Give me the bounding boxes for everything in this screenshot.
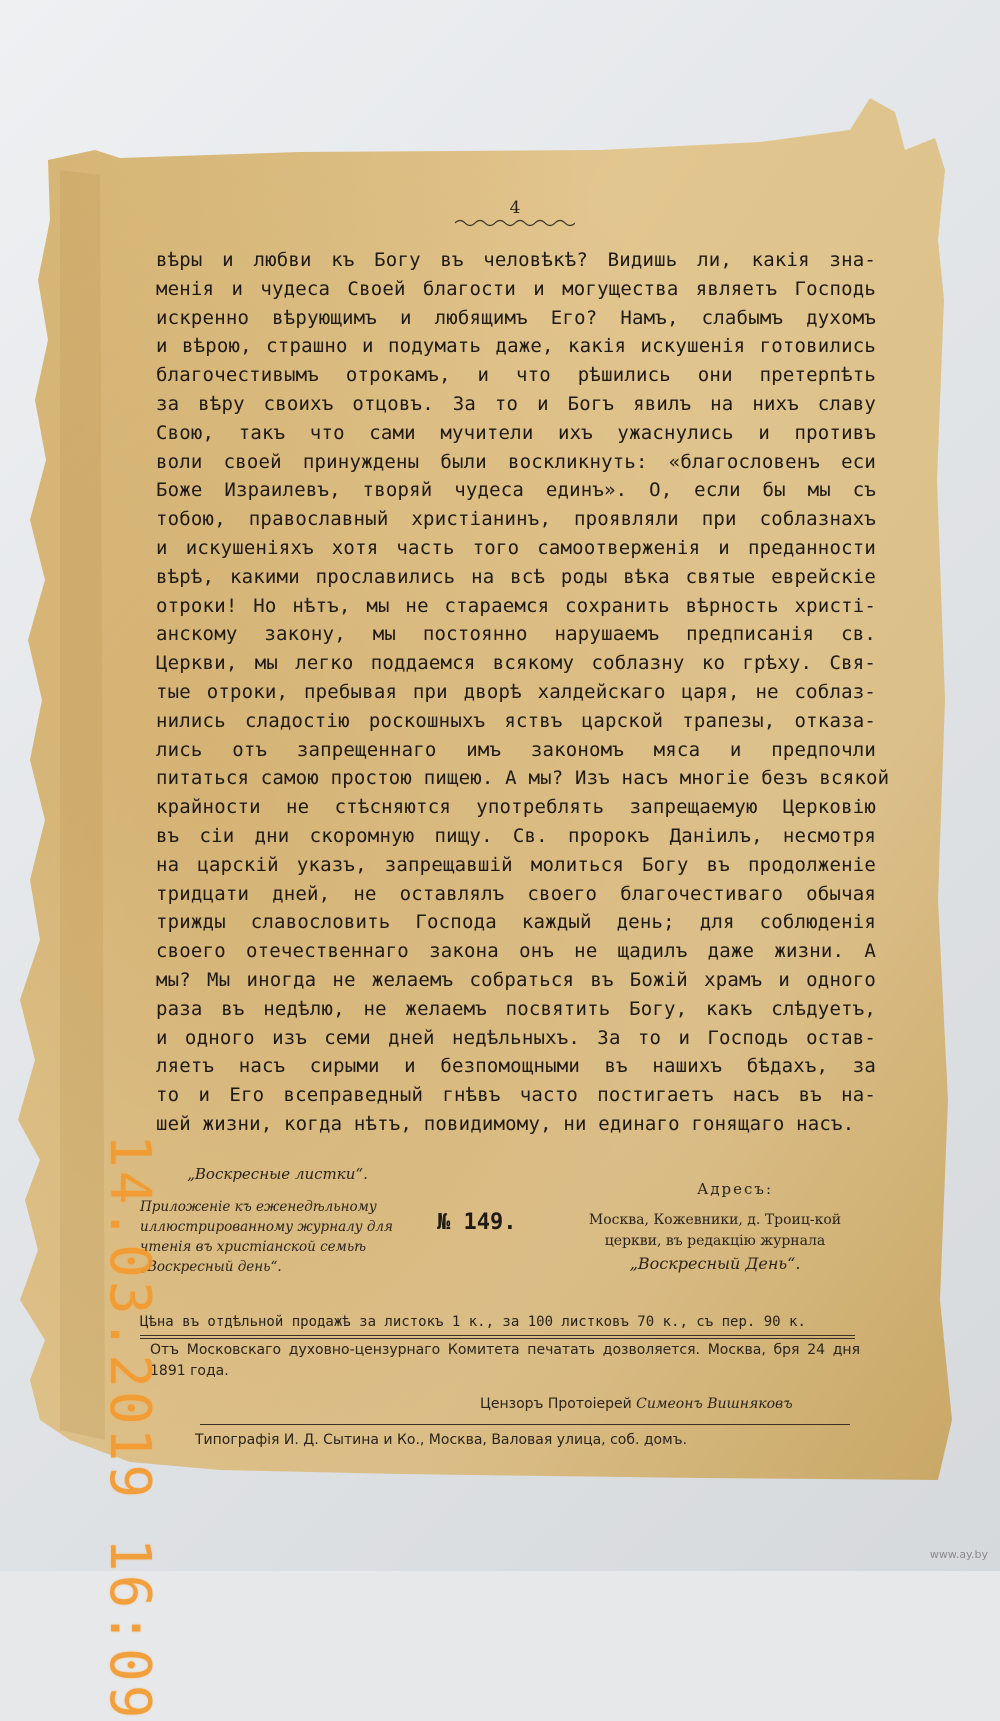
divider	[200, 1424, 850, 1425]
text-line: за вѣру своихъ отцовъ. За то и Богъ явилъ на нихъ славу	[156, 392, 876, 415]
appendix-text: Приложеніе къ еженедѣльному иллюстрированному журналу для чтенія въ христіанской семьѣ „Воскресный день“.	[140, 1199, 393, 1275]
issue-number: № 149.	[437, 1210, 517, 1235]
timestamp-text: 14.03.2019 16:09	[97, 1134, 162, 1721]
divider	[140, 1338, 855, 1339]
text-line: отроки! Но нѣтъ, мы не стараемся сохранить вѣрность христі-	[156, 594, 876, 617]
text-line: тридцати дней, не оставлялъ своего благочестиваго обычая	[156, 882, 876, 905]
text-line: менія и чудеса Своей благости и могущества являетъ Господь	[156, 277, 876, 300]
address-text: Москва, Кожевники, д. Троиц-кой церкви, въ редакцію журнала	[588, 1212, 842, 1249]
censor-label: Цензоръ Протоіерей	[480, 1396, 632, 1412]
text-line: то и Его всеправедный гнѣвъ часто постигаетъ насъ въ на-	[156, 1084, 876, 1107]
censorship-note: Отъ Московскаго духовно-цензурнаго Комитета печатать дозволяется. Москва, бря 24 дня 1891 года.	[150, 1342, 860, 1379]
text-line: Боже Израилевъ, творяй чудеса единъ». О, если бы мы съ	[156, 479, 876, 502]
text-line: вѣрѣ, какими прославились на всѣ роды вѣка святые еврейскіе	[156, 565, 876, 588]
censor-signature	[480, 1396, 793, 1412]
series-title: „Воскресные листки“.	[187, 1165, 368, 1183]
text-line: и искушеніяхъ хотя часть того самоотверженія и преданности	[156, 536, 876, 559]
text-line: на царскій указъ, запрещавшій молиться Богу въ продолженіе	[156, 853, 876, 876]
text-line: шей жизни, когда нѣтъ, повидимому, ни единаго гонящаго насъ.	[156, 1112, 855, 1135]
camera-timestamp	[40, 1134, 162, 1721]
text-line: вѣры и любви къ Богу въ человѣкѣ? Видишь ли, какія зна-	[156, 249, 876, 271]
printer-line: Типографія И. Д. Сытина и Ко., Москва, Валовая улица, соб. домъ.	[195, 1432, 688, 1448]
address-block	[565, 1180, 865, 1273]
text-line: тые отроки, пребывая при дворѣ халдейскаго царя, не соблаз-	[156, 680, 876, 703]
text-line: мы? Мы иногда не желаемъ собраться въ Божій храмъ и одного	[156, 968, 876, 991]
page-number: 4	[509, 198, 521, 218]
text-line: ляетъ насъ сирыми и безпомощными въ нашихъ бѣдахъ, за	[156, 1055, 876, 1078]
text-line: трижды славословить Господа каждый день; для соблюденія	[156, 911, 876, 934]
text-line: тобою, православный христіанинъ, проявляли при соблазнахъ	[156, 508, 876, 531]
text-line: и одного изъ семи дней недѣльныхъ. За то и Господь остав-	[156, 1026, 876, 1049]
text-line: лись отъ запрещеннаго имъ закономъ мяса и предпочли	[156, 738, 876, 761]
price-line: Цѣна въ отдѣльной продажѣ за листокъ 1 к., за 100 листковъ 70 к., съ пер. 90 к.	[140, 1314, 806, 1330]
text-line: въ сіи дни скоромную пищу. Св. пророкъ Даніилъ, несмотря	[156, 824, 876, 847]
site-watermark: www.ay.by	[929, 1548, 988, 1561]
series-block	[140, 1165, 425, 1277]
journal-name: „Воскресный День“.	[629, 1254, 801, 1273]
text-line: раза въ недѣлю, не желаемъ посвятить Богу, какъ слѣдуетъ,	[156, 997, 876, 1020]
text-line: своего отечественнаго закона онъ не щадилъ даже жизни. А	[156, 940, 876, 963]
page-number-ornament	[455, 218, 575, 228]
text-line: воли своей принуждены были воскликнуть: «благословенъ еси	[156, 450, 876, 473]
text-line: нились сладостію роскошныхъ яствъ царской трапезы, отказа-	[156, 709, 876, 732]
text-line: анскому закону, мы постоянно нарушаемъ предписанія св.	[156, 623, 876, 646]
text-line: искренно вѣрующимъ и любящимъ Его? Намъ, слабымъ духомъ	[156, 306, 876, 329]
divider	[140, 1335, 855, 1336]
text-line: благочестивымъ отрокамъ, и что рѣшились они претерпѣть	[156, 364, 876, 387]
text-line: Свою, такъ что сами мучители ихъ ужаснулись и противъ	[156, 421, 876, 444]
text-line: Церкви, мы легко поддаемся всякому соблазну ко грѣху. Свя-	[156, 652, 876, 675]
text-line: и вѣрою, страшно и подумать даже, какія искушенія готовились	[156, 335, 876, 358]
censor-name: Симеонъ Вишняковъ	[636, 1396, 793, 1412]
address-label: Адресъ:	[696, 1180, 774, 1198]
text-line: питаться самою простою пищею. А мы? Изъ насъ многіе безъ всякой	[156, 767, 890, 790]
main-text-block	[156, 246, 890, 1139]
text-line: крайности не стѣсняются употреблять запрещаемую Церковію	[156, 796, 876, 819]
